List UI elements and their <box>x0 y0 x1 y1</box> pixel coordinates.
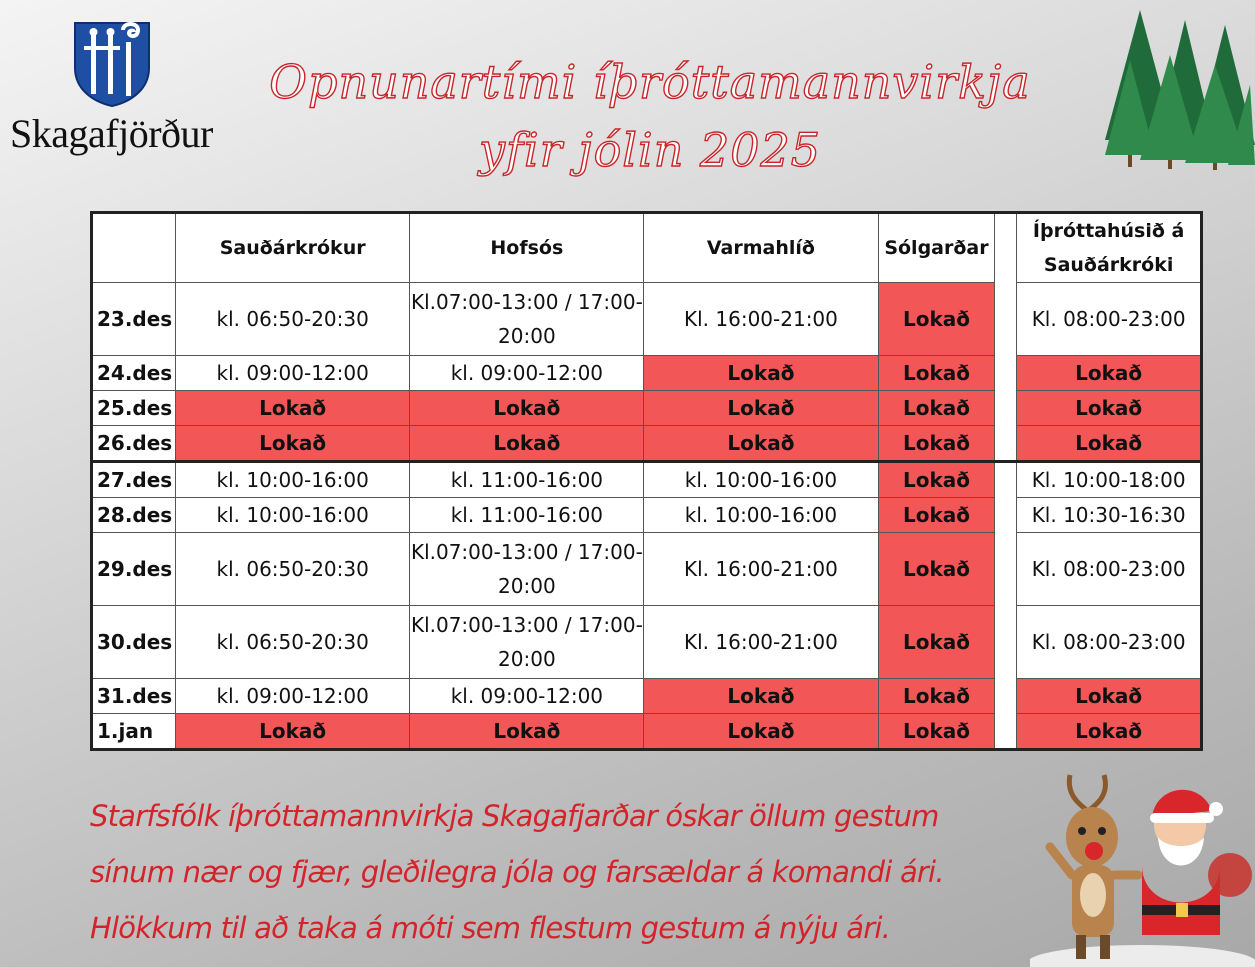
gap-cell <box>995 606 1017 679</box>
day-cell: 1.jan <box>92 714 176 750</box>
gap-cell <box>995 533 1017 606</box>
day-cell: 28.des <box>92 498 176 533</box>
hours-cell: Lokað <box>1017 426 1202 462</box>
hours-cell: Lokað <box>878 606 995 679</box>
hours-cell: Lokað <box>644 714 878 750</box>
hours-cell: Kl. 16:00-21:00 <box>644 283 878 356</box>
hours-cell: Kl. 16:00-21:00 <box>644 533 878 606</box>
hours-cell: kl. 10:00-16:00 <box>644 462 878 498</box>
hours-cell: kl. 09:00-12:00 <box>175 356 409 391</box>
hours-cell: kl. 11:00-16:00 <box>410 462 644 498</box>
gap-cell <box>995 356 1017 391</box>
hours-cell: Kl. 16:00-21:00 <box>644 606 878 679</box>
reindeer-santa-icon <box>1030 765 1255 967</box>
hours-cell: kl. 10:00-16:00 <box>175 498 409 533</box>
day-cell: 25.des <box>92 391 176 426</box>
hours-cell: Lokað <box>644 391 878 426</box>
hours-cell: Lokað <box>878 462 995 498</box>
hours-cell: Kl. 10:30-16:30 <box>1017 498 1202 533</box>
hours-cell: Lokað <box>175 426 409 462</box>
pine-trees-icon <box>1100 5 1255 170</box>
table-row <box>92 283 1202 356</box>
day-cell: 24.des <box>92 356 176 391</box>
table-row <box>92 356 1202 391</box>
greeting-line-1: Starfsfólk íþróttamannvirkja Skagafjarðar óskar öllum gestum <box>90 799 939 833</box>
hours-cell: Lokað <box>878 533 995 606</box>
header-cell-varmahlid: Varmahlíð <box>644 213 878 283</box>
hours-cell: Lokað <box>410 391 644 426</box>
hours-cell: Kl. 08:00-23:00 <box>1017 606 1202 679</box>
hours-cell: Lokað <box>1017 356 1202 391</box>
hours-cell: Lokað <box>644 679 878 714</box>
gap-cell <box>995 283 1017 356</box>
gap-cell <box>995 679 1017 714</box>
table-row <box>92 606 1202 679</box>
greeting-line-3: Hlökkum til að taka á móti sem flestum gestum á nýju ári. <box>90 911 891 945</box>
hours-cell: Kl.07:00-13:00 / 17:00-20:00 <box>410 533 644 606</box>
logo <box>10 20 225 160</box>
hours-cell: kl. 09:00-12:00 <box>175 679 409 714</box>
hours-cell: Lokað <box>644 356 878 391</box>
hours-cell: kl. 06:50-20:30 <box>175 533 409 606</box>
hours-cell: kl. 10:00-16:00 <box>175 462 409 498</box>
hours-cell: Lokað <box>878 714 995 750</box>
title-line-2: yfir jólin 2025 <box>478 123 822 177</box>
table-row <box>92 498 1202 533</box>
gap-cell <box>995 714 1017 750</box>
hours-cell: Lokað <box>878 498 995 533</box>
hours-cell: Lokað <box>175 714 409 750</box>
hours-cell: Lokað <box>878 426 995 462</box>
header-cell-day <box>92 213 176 283</box>
hours-cell: Lokað <box>878 283 995 356</box>
greeting-line-2: sínum nær og fjær, gleðilegra jóla og farsældar á komandi ári. <box>90 855 944 889</box>
hours-cell: kl. 11:00-16:00 <box>410 498 644 533</box>
day-cell: 31.des <box>92 679 176 714</box>
header-cell-hofsos: Hofsós <box>410 213 644 283</box>
hours-cell: Lokað <box>410 714 644 750</box>
day-cell: 23.des <box>92 283 176 356</box>
opening-hours-table <box>90 211 1203 751</box>
hours-cell: Kl. 08:00-23:00 <box>1017 283 1202 356</box>
hours-cell: Lokað <box>410 426 644 462</box>
day-cell: 29.des <box>92 533 176 606</box>
table-header-row <box>92 213 1202 283</box>
gap-cell <box>995 426 1017 462</box>
hours-cell: Kl. 08:00-23:00 <box>1017 533 1202 606</box>
header-cell-saudarkrokur: Sauðárkrókur <box>175 213 409 283</box>
table-row <box>92 391 1202 426</box>
gap-cell <box>995 498 1017 533</box>
hours-cell: Lokað <box>878 391 995 426</box>
header-gap <box>995 213 1017 283</box>
coat-of-arms-icon <box>72 20 152 108</box>
hours-cell: Lokað <box>878 356 995 391</box>
header-cell-solgardar: Sólgarðar <box>878 213 995 283</box>
logo-text: Skagafjörður <box>10 111 213 156</box>
greeting-message <box>90 788 1010 956</box>
table-row <box>92 426 1202 462</box>
gap-cell <box>995 391 1017 426</box>
title-line-1: Opnunartími íþróttamannvirkja <box>269 55 1031 109</box>
day-cell: 30.des <box>92 606 176 679</box>
hours-cell: Kl.07:00-13:00 / 17:00-20:00 <box>410 606 644 679</box>
day-cell: 27.des <box>92 462 176 498</box>
gap-cell <box>995 462 1017 498</box>
table-row <box>92 679 1202 714</box>
hours-cell: kl. 06:50-20:30 <box>175 606 409 679</box>
table-row <box>92 533 1202 606</box>
hours-cell: kl. 06:50-20:30 <box>175 283 409 356</box>
hours-cell: Lokað <box>1017 714 1202 750</box>
hours-cell: Lokað <box>878 679 995 714</box>
hours-cell: Lokað <box>1017 679 1202 714</box>
table-row <box>92 462 1202 498</box>
table-row <box>92 714 1202 750</box>
page-title <box>250 48 1050 184</box>
hours-cell: Lokað <box>175 391 409 426</box>
hours-cell: Lokað <box>1017 391 1202 426</box>
hours-cell: Kl. 10:00-18:00 <box>1017 462 1202 498</box>
hours-cell: Kl.07:00-13:00 / 17:00-20:00 <box>410 283 644 356</box>
day-cell: 26.des <box>92 426 176 462</box>
header-cell-ithrottahusid: Íþróttahúsið á Sauðárkróki <box>1017 213 1202 283</box>
hours-cell: Lokað <box>644 426 878 462</box>
hours-cell: kl. 09:00-12:00 <box>410 679 644 714</box>
hours-cell: kl. 09:00-12:00 <box>410 356 644 391</box>
hours-cell: kl. 10:00-16:00 <box>644 498 878 533</box>
